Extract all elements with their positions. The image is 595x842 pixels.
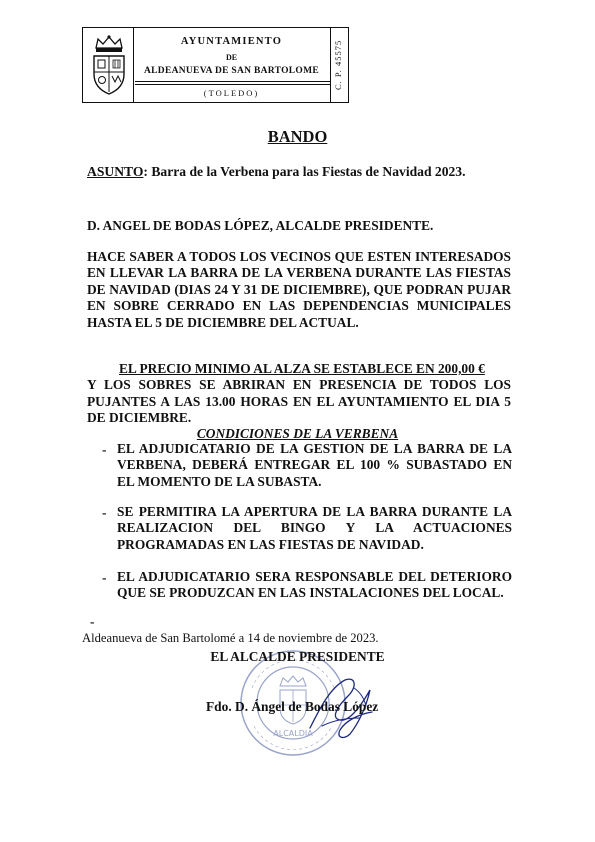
announcement-paragraph: HACE SABER A TODOS LOS VECINOS QUE ESTEN INTERESADOS EN LLEVAR LA BARRA DE LA VERBENA DURANTE LAS FIESTAS DE NAVIDAD (DIAS 24 Y 31 DE DICIEMBRE), QUE PODRAN PUJAR EN SOBRE CERRADO EN LAS DEPENDENCIAS MUNICIPALES HASTA EL 5 DE DICIEMBRE DEL ACTUAL.: [87, 249, 511, 330]
letterhead-town: ALDEANUEVA DE SAN BARTOLOME: [143, 66, 320, 76]
signature-line: Fdo. D. Ángel de Bodas López: [206, 699, 379, 714]
asunto-label: ASUNTO: [87, 164, 144, 179]
letterhead-rule: [135, 81, 330, 82]
letterhead-ayuntamiento: AYUNTAMIENTO: [180, 36, 283, 47]
signatory-title: EL ALCALDE PRESIDENTE: [210, 649, 385, 664]
price-underlined: EL PRECIO MINIMO AL ALZA SE ESTABLECE EN 200,00 €: [119, 361, 485, 376]
stray-bullet: -: [90, 614, 95, 629]
price-paragraph: [87, 361, 511, 427]
dateline: Aldeanueva de San Bartolomé a 14 de noviembre de 2023.: [82, 631, 379, 645]
document-title: BANDO: [267, 127, 328, 146]
coat-of-arms-icon: [89, 34, 129, 96]
asunto: [87, 164, 511, 180]
condition-item-2: SE PERMITIRA LA APERTURA DE LA BARRA DURANTE LA REALIZACION DEL BINGO Y LA ACTUACIONES PROGRAMADAS EN LAS FIESTAS DE NAVIDAD.: [117, 504, 512, 552]
seal-label: ALCALDIA: [273, 729, 313, 738]
letterhead-province: (TOLEDO): [203, 88, 260, 98]
letterhead-divider-right: [330, 28, 331, 102]
price-rest: Y LOS SOBRES SE ABRIRAN EN PRESENCIA DE TODOS LOS PUJANTES A LAS 13.00 HORAS EN EL AYUNTAMIENTO EL DIA 5 DE DICIEMBRE.: [87, 377, 511, 426]
letterhead-rule-2: [135, 84, 330, 85]
asunto-text: : Barra de la Verbena para las Fiestas de Navidad 2023.: [143, 164, 466, 179]
letterhead-divider: [133, 28, 134, 102]
letterhead: [82, 27, 349, 103]
conditions-title: CONDICIONES DE LA VERBENA: [196, 426, 399, 441]
condition-bullet: -: [102, 505, 107, 520]
condition-bullet: -: [102, 570, 107, 585]
condition-item-1: EL ADJUDICATARIO DE LA GESTION DE LA BARRA DE LA VERBENA, DEBERÁ ENTREGAR EL 100 % SUBASTADO EN EL MOMENTO DE LA SUBASTA.: [117, 441, 512, 489]
condition-bullet: -: [102, 442, 107, 457]
letterhead-postal-code: C. P. 45575: [333, 39, 343, 91]
mayor-line: D. ANGEL DE BODAS LÓPEZ, ALCALDE PRESIDENTE.: [87, 218, 434, 233]
letterhead-de: DE: [225, 53, 238, 62]
condition-item-3: EL ADJUDICATARIO SERA RESPONSABLE DEL DETERIORO QUE SE PRODUZCAN EN LAS INSTALACIONES DEL LOCAL.: [117, 569, 512, 601]
